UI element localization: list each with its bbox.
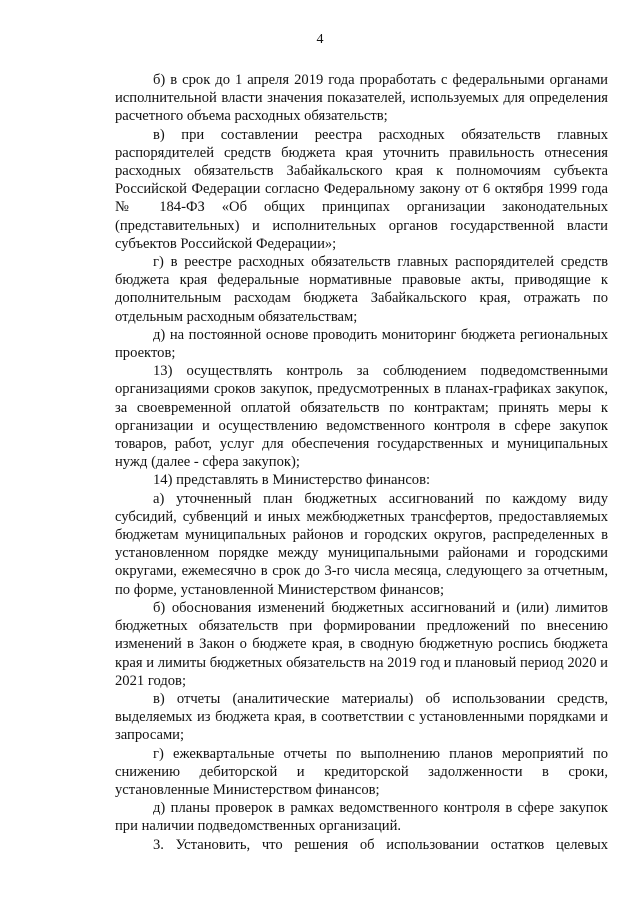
paragraph-d-monitoring: д) на постоянной основе проводить мониторинг бюджета региональных проектов; [115,326,608,362]
paragraph-g-federal-acts: г) в реестре расходных обязательств главных распорядителей средств бюджета края федеральные нормативные правовые акты, приводящие к дополнительным расходам бюджета Забайкальского края, отражать по отдельным расходным обязательствам; [115,254,608,325]
paragraph-g-quarterly-reports: г) ежеквартальные отчеты по выполнению планов мероприятий по снижению дебиторской и кредиторской задолженности в сроки, установленные Министерством финансов; [115,745,608,798]
paragraph-13-procurement-control: 13) осуществлять контроль за соблюдением подведомственными организациями сроков закупок, предусмотренных в планах-графиках закупок, за своевременной оплатой обязательств по контрактам; принять меры к организации и осуществлению ведомственного контроля в сфере закупок товаров, работ, услуг для обеспечения государственных и муниципальных нужд (далее - сфера закупок); [115,363,608,471]
paragraph-v-register-obligations: в) при составлении реестра расходных обязательств главных распорядителей средств бюджета края уточнить правильность отнесения расходных обязательств Забайкальского края к полномочиям субъекта Российской Федерации согласно Федеральному закону от 6 октября 1999 года № 184-ФЗ «Об общих принципах организации законодательных (представительных) и исполнительных органов государственной власти субъектов Российской Федерации»; [115,126,608,252]
document-body [115,71,608,854]
page-number: 4 [316,32,324,47]
paragraph-3-remaining-funds: 3. Установить, что решения об использовании остатков целевых [153,836,608,853]
paragraph-b-april-deadline: б) в срок до 1 апреля 2019 года проработать с федеральными органами исполнительной власти значения показателей, используемых для определения расчетного объема расходных обязательств; [115,72,608,125]
paragraph-14-submit-to-ministry: 14) представлять в Министерство финансов: [153,472,431,489]
paragraph-b-budget-changes: б) обоснования изменений бюджетных ассигнований и (или) лимитов бюджетных обязательств при формировании предложений по внесению изменений в Закон о бюджете края, в сводную бюджетную роспись бюджета края и лимиты бюджетных обязательств на 2019 год и плановый период 2020 и 2021 годов; [115,599,608,689]
paragraph-v-analytical-reports: в) отчеты (аналитические материалы) об использовании средств, выделяемых из бюджета края, в соответствии с установленными порядками и запросами; [115,690,608,744]
paragraph-d-inspection-plans: д) планы проверок в рамках ведомственного контроля в сфере закупок при наличии подведомственных организаций. [115,800,608,835]
paragraph-a-budget-plan: а) уточненный план бюджетных ассигнований по каждому виду субсидий, субвенций и иных межбюджетных трансфертов, предоставляемых бюджетам муниципальных районов и городских округов, распределенных в установленном порядке между муниципальными районами и городскими округами, ежемесячно в срок до 3-го числа месяца, следующего за отчетным, по форме, установленной Министерством финансов; [115,490,608,598]
